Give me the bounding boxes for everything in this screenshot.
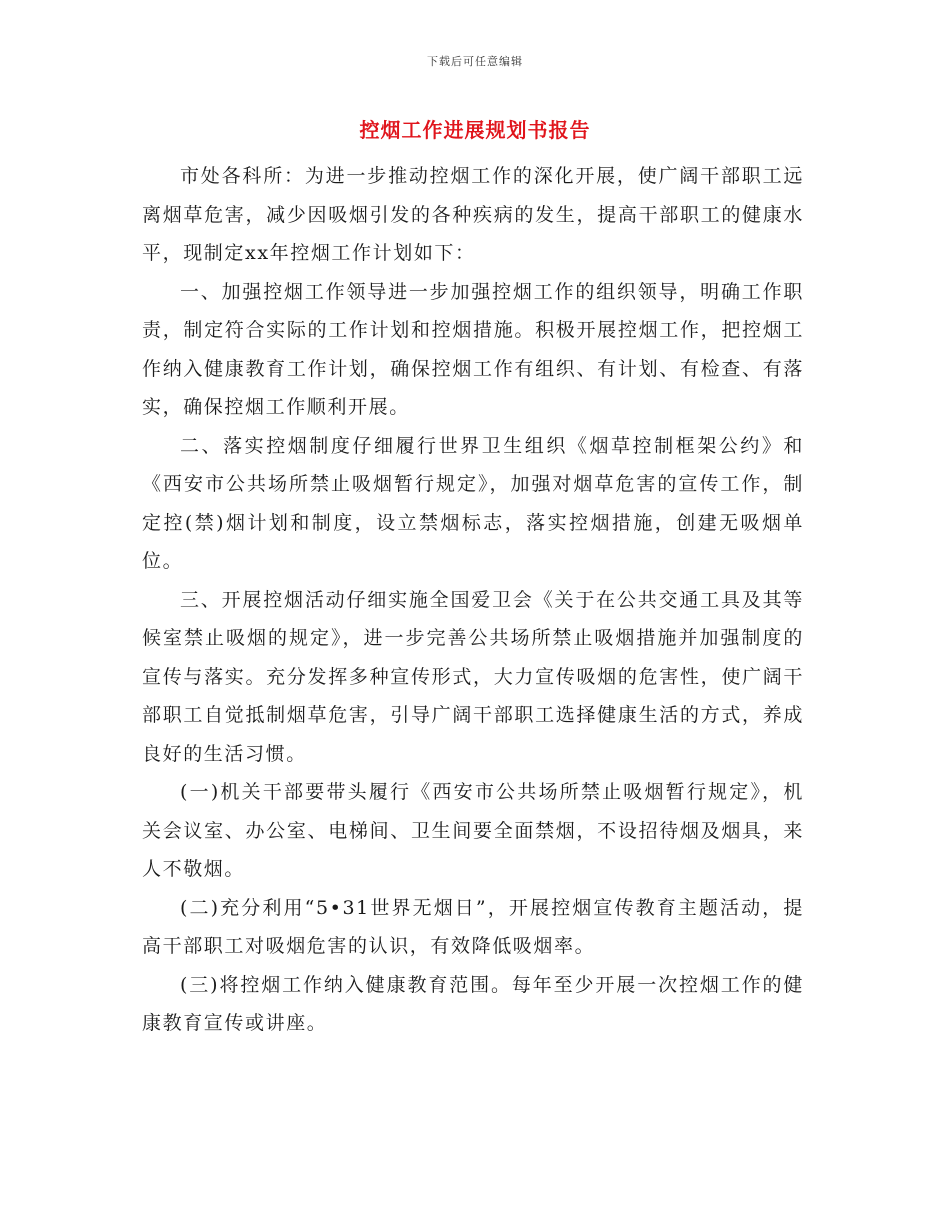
- header-note: 下载后可任意编辑: [427, 55, 523, 68]
- paragraph-item-1: (一)机关干部要带头履行《西安市公共场所禁止吸烟暂行规定》，机关会议室、办公室、电梯间、卫生间要全面禁烟，不设招待烟及烟具，来人不敬烟。: [142, 781, 804, 880]
- document-title: 控烟工作进展规划书报告: [359, 118, 591, 142]
- document-body: [142, 157, 804, 1043]
- paragraph-item-3: (三)将控烟工作纳入健康教育范围。每年至少开展一次控烟工作的健康教育宣传或讲座。: [142, 973, 804, 1034]
- paragraph-intro: 市处各科所：为进一步推动控烟工作的深化开展，使广阔干部职工远离烟草危害，减少因吸烟引发的各种疾病的发生，提高干部职工的健康水平，现制定xx年控烟工作计划如下：: [142, 165, 804, 264]
- paragraph-section-1: 一、加强控烟工作领导进一步加强控烟工作的组织领导，明确工作职责，制定符合实际的工作计划和控烟措施。积极开展控烟工作，把控烟工作纳入健康教育工作计划，确保控烟工作有组织、有计划、有检查、有落实，确保控烟工作顺利开展。: [142, 280, 804, 418]
- paragraph-section-2: 二、落实控烟制度仔细履行世界卫生组织《烟草控制框架公约》和《西安市公共场所禁止吸烟暂行规定》，加强对烟草危害的宣传工作，制定控(禁)烟计划和制度，设立禁烟标志，落实控烟措施，创建无吸烟单位。: [142, 434, 804, 572]
- paragraph-item-2: (二)充分利用“5•31世界无烟日”，开展控烟宣传教育主题活动，提高干部职工对吸烟危害的认识，有效降低吸烟率。: [142, 896, 804, 957]
- paragraph-section-3: 三、开展控烟活动仔细实施全国爱卫会《关于在公共交通工具及其等候室禁止吸烟的规定》，进一步完善公共场所禁止吸烟措施并加强制度的宣传与落实。充分发挥多种宣传形式，大力宣传吸烟的危害性，使广阔干部职工自觉抵制烟草危害，引导广阔干部职工选择健康生活的方式，养成良好的生活习惯。: [142, 588, 804, 765]
